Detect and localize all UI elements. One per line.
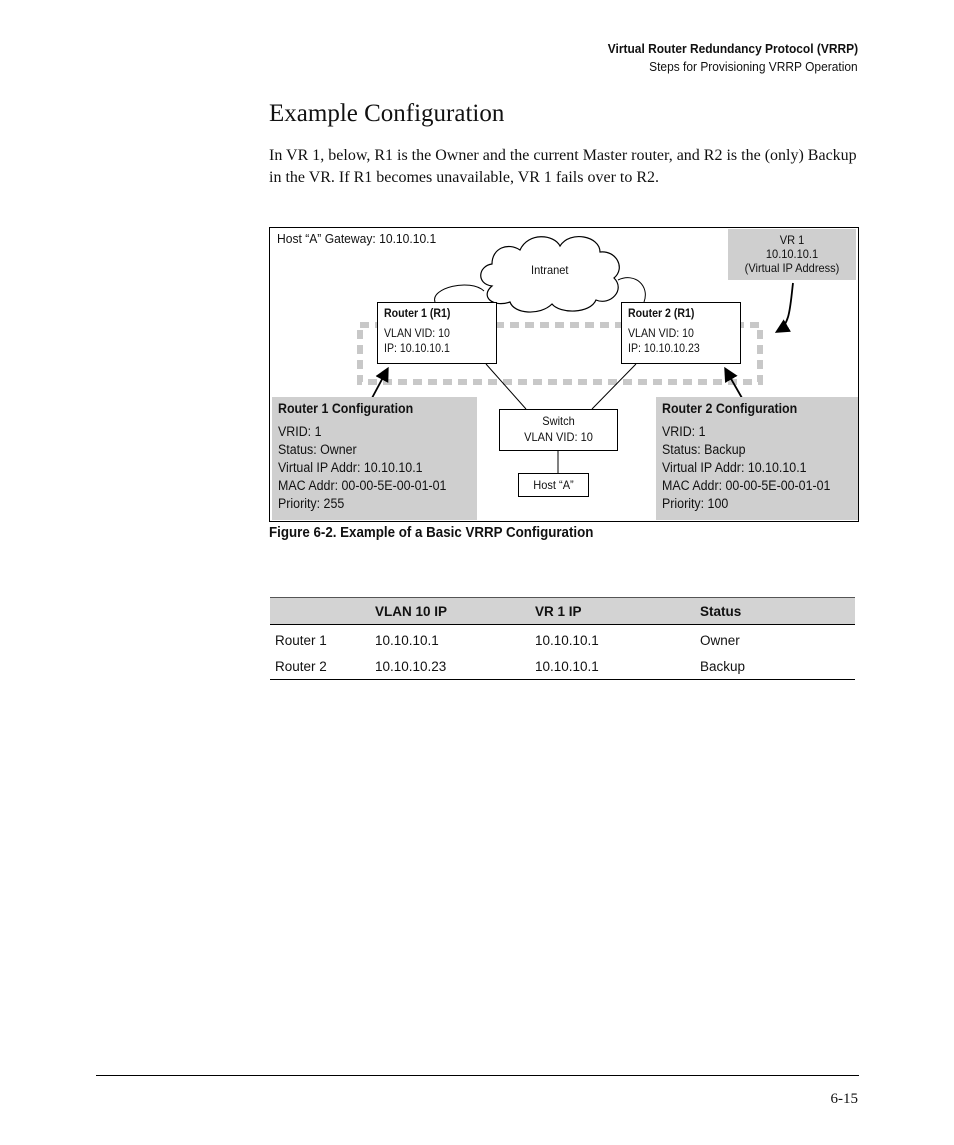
table-row — [270, 625, 855, 654]
vr-address-box — [728, 229, 856, 280]
table-cell: Router 1 — [275, 632, 327, 648]
router1-ip: IP: 10.10.10.1 — [384, 343, 450, 355]
table-header-cell: VR 1 IP — [530, 598, 695, 625]
router2-config-panel — [656, 397, 858, 520]
intranet-label: Intranet — [531, 263, 569, 277]
router1-vlan: VLAN VID: 10 — [384, 328, 450, 340]
switch-label: Switch — [542, 414, 575, 428]
cloud-to-router2-line — [618, 278, 645, 302]
table-cell: Owner — [700, 632, 740, 648]
router1-to-switch-line — [486, 364, 526, 409]
router2-vlan: VLAN VID: 10 — [628, 328, 694, 340]
intro-paragraph: In VR 1, below, R1 is the Owner and the current Master router, and R2 is the (only) Backup in the VR. If R1 becomes unavailable, VR 1 fails over to R2. — [269, 147, 857, 186]
vr-name: VR 1 — [779, 233, 805, 247]
vr-ip: 10.10.10.1 — [765, 247, 819, 261]
router1-config-line: Priority: 255 — [278, 496, 345, 511]
router2-config-line: Priority: 100 — [662, 496, 729, 511]
router1-config-title: Router 1 Configuration — [278, 401, 414, 416]
router2-box — [621, 302, 741, 364]
router2-ip: IP: 10.10.10.23 — [628, 343, 700, 355]
table-header-cell: Status — [695, 598, 855, 625]
table-cell: Router 2 — [270, 653, 370, 680]
table-cell: 10.10.10.1 — [535, 632, 599, 648]
table-cell: 10.10.10.23 — [370, 653, 530, 680]
table-cell: 10.10.10.1 — [530, 653, 695, 680]
switch-vlan: VLAN VID: 10 — [524, 430, 593, 444]
router2-config-line: Status: Backup — [662, 442, 746, 457]
table-cell: 10.10.10.1 — [375, 632, 439, 648]
figure-caption: Figure 6-2. Example of a Basic VRRP Configuration — [269, 525, 594, 541]
router2-config-line: Virtual IP Addr: 10.10.10.1 — [662, 460, 807, 475]
router2-config-line: VRID: 1 — [662, 424, 706, 439]
section-title: Example Configuration — [269, 100, 505, 127]
router1-title: Router 1 (R1) — [384, 308, 451, 320]
vr-address-arrow — [778, 283, 793, 331]
vr-ip-caption: (Virtual IP Address) — [744, 261, 840, 275]
router2-config-title: Router 2 Configuration — [662, 401, 798, 416]
table-header-cell — [270, 598, 370, 625]
switch-box — [499, 409, 618, 451]
router1-config-line: Status: Owner — [278, 442, 357, 457]
running-header-title: Virtual Router Redundancy Protocol (VRRP) — [607, 41, 858, 56]
host-gateway-label: Host “A” Gateway: 10.10.10.1 — [277, 231, 437, 246]
table-header-cell: VLAN 10 IP — [370, 598, 530, 625]
page-number: 6-15 — [830, 1091, 858, 1107]
router1-config-line: Virtual IP Addr: 10.10.10.1 — [278, 460, 423, 475]
table-header-row — [270, 598, 855, 625]
vrrp-diagram — [269, 227, 859, 522]
router1-config-line: MAC Addr: 00-00-5E-00-01-01 — [278, 478, 447, 493]
table-cell: Backup — [695, 653, 855, 680]
cloud-to-router1-line — [435, 285, 484, 302]
router1-box — [377, 302, 497, 364]
running-header-subtitle: Steps for Provisioning VRRP Operation — [649, 59, 858, 74]
router1-config-panel — [272, 397, 477, 520]
host-label: Host “A” — [533, 478, 574, 492]
router2-title: Router 2 (R1) — [628, 308, 695, 320]
router1-config-line: VRID: 1 — [278, 424, 322, 439]
footer-rule — [96, 1075, 859, 1076]
host-box — [518, 473, 589, 497]
vrrp-summary-table — [270, 597, 855, 680]
router2-to-switch-line — [592, 364, 636, 409]
table-row — [270, 653, 855, 680]
router2-config-line: MAC Addr: 00-00-5E-00-01-01 — [662, 478, 831, 493]
